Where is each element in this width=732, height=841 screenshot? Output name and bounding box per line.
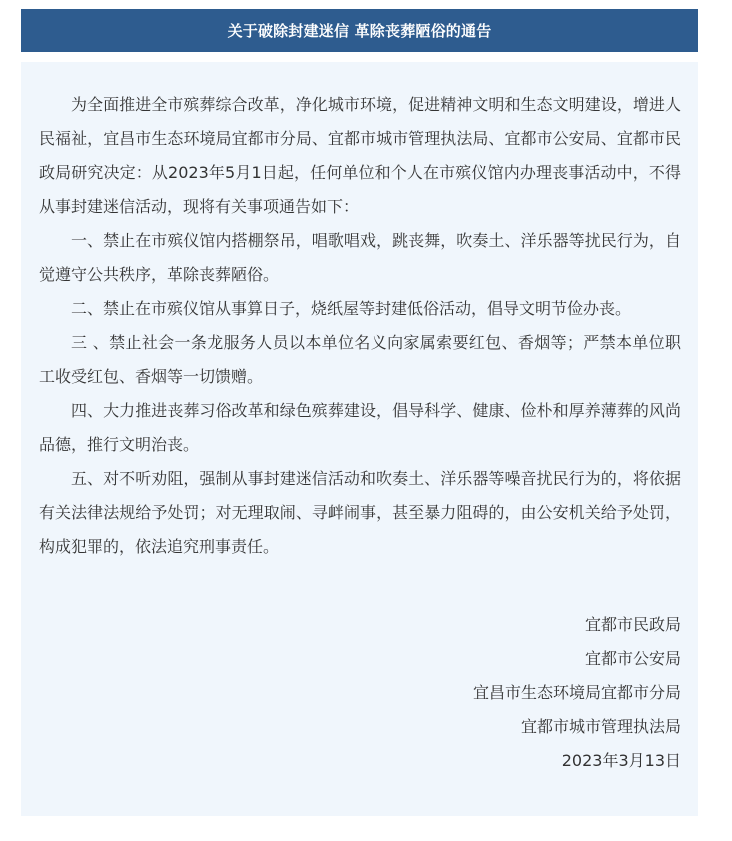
notice-body [21,62,698,816]
notice-item-1: 一、禁止在市殡仪馆内搭棚祭吊，唱歌唱戏，跳丧舞，吹奏土、洋乐器等扰民行为，自觉遵守公共秩序，革除丧葬陋俗。 [39,231,681,284]
signature-block [39,608,681,778]
notice-date: 2023年3月13日 [561,751,681,770]
page-title: 关于破除封建迷信 革除丧葬陋俗的通告 [227,22,492,40]
notice-item-3: 三 、禁止社会一条龙服务人员以本单位名义向家属索要红包、香烟等；严禁本单位职工收受红包、香烟等一切馈赠。 [39,333,681,386]
notice-intro: 为全面推进全市殡葬综合改革，净化城市环境，促进精神文明和生态文明建设，增进人民福祉，宜昌市生态环境局宜都市分局、宜都市城市管理执法局、宜都市公安局、宜都市民政局研究决定：从2023年5月1日起，任何单位和个人在市殡仪馆内办理丧事活动中，不得从事封建迷信活动，现将有关事项通告如下： [39,95,681,216]
notice-item-2: 二、禁止在市殡仪馆从事算日子，烧纸屋等封建低俗活动，倡导文明节俭办丧。 [71,299,632,318]
signature-urban-management: 宜都市城市管理执法局 [520,717,681,736]
title-bar [21,9,698,52]
notice-item-4: 四、大力推进丧葬习俗改革和绿色殡葬建设，倡导科学、健康、俭朴和厚养薄葬的风尚品德，推行文明治丧。 [39,401,681,454]
signature-ecology-environment: 宜昌市生态环境局宜都市分局 [472,683,681,702]
signature-civil-affairs: 宜都市民政局 [584,615,681,634]
signature-public-security: 宜都市公安局 [584,649,681,668]
notice-item-5: 五、对不听劝阻，强制从事封建迷信活动和吹奏土、洋乐器等噪音扰民行为的，将依据有关法律法规给予处罚；对无理取闹、寻衅闹事，甚至暴力阻碍的，由公安机关给予处罚，构成犯罪的，依法追究刑事责任。 [39,469,681,556]
